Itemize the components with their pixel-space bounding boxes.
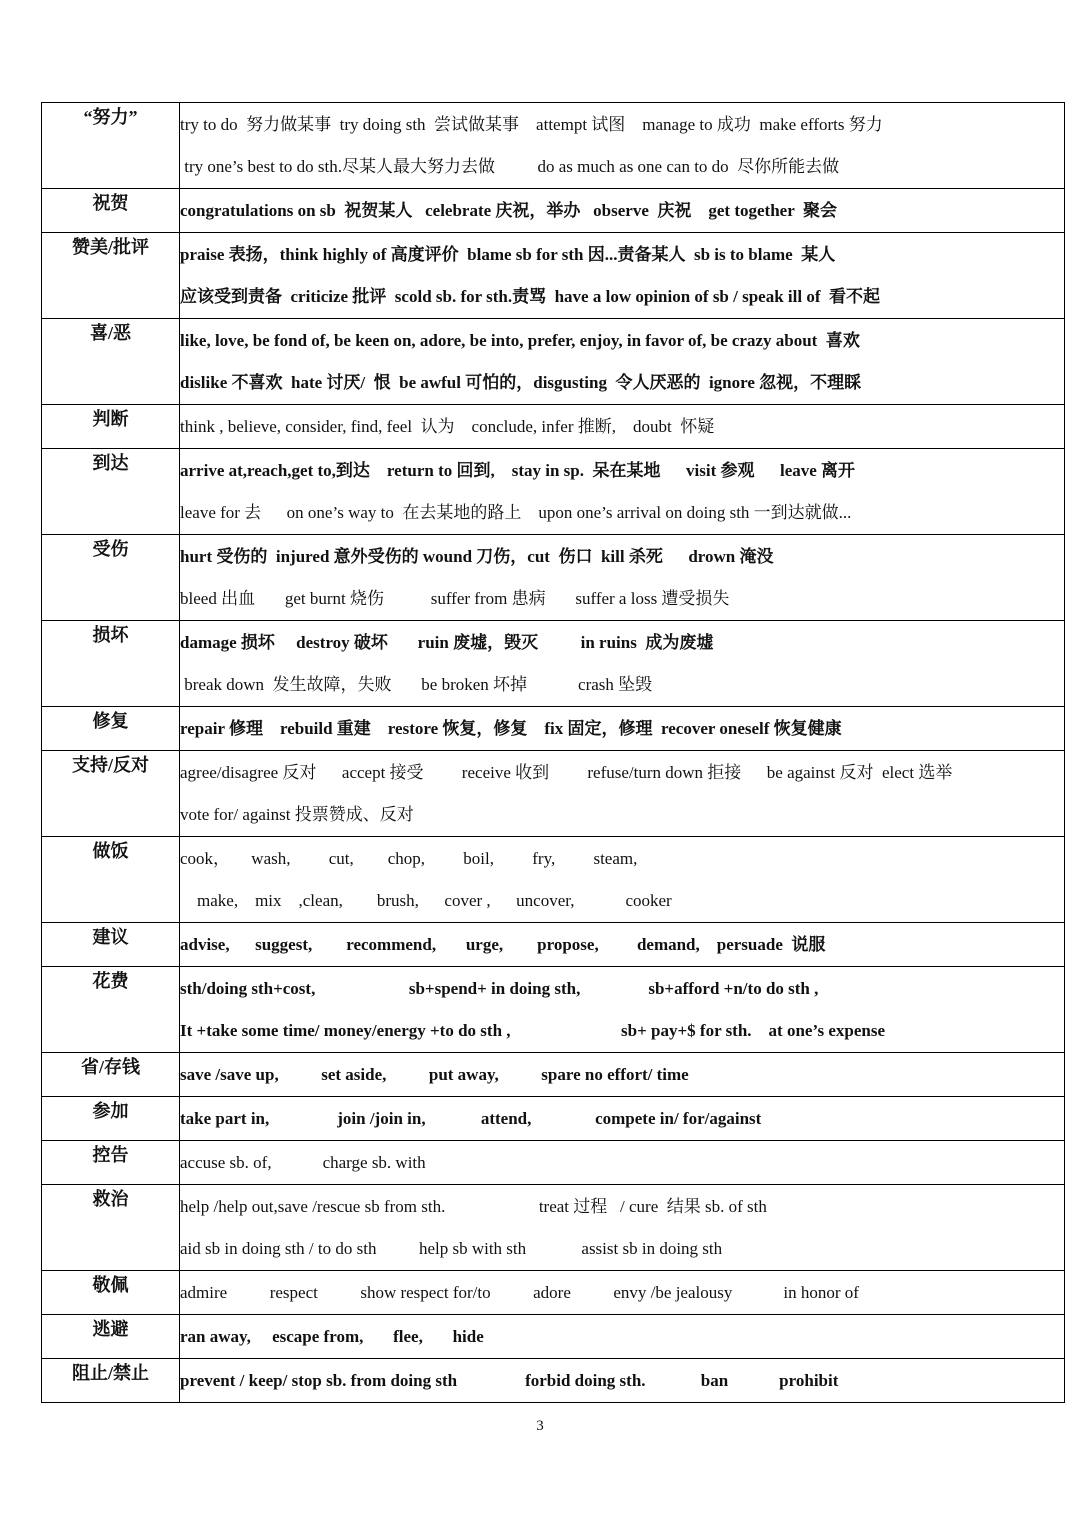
topic-cell: 敬佩 <box>42 1271 180 1315</box>
table-row <box>42 1097 1065 1141</box>
content-line: vote for/ against 投票赞成、反对 <box>180 805 414 824</box>
content-line: save /save up, set aside, put away, spare no effort/ time <box>180 1065 689 1084</box>
content-line: agree/disagree 反对 accept 接受 receive 收到 refuse/turn down 拒接 be against 反对 elect 选举 <box>180 763 953 782</box>
page-number: 3 <box>536 1418 544 1434</box>
content-cell <box>180 923 1065 967</box>
topic-cell: 参加 <box>42 1097 180 1141</box>
content-line: think , believe, consider, find, feel 认为 conclude, infer 推断, doubt 怀疑 <box>180 417 715 436</box>
content-cell <box>180 1359 1065 1403</box>
content-cell <box>180 1053 1065 1097</box>
content-cell <box>180 1315 1065 1359</box>
content-line: damage 损坏 destroy 破坏 ruin 废墟，毁灭 in ruins 成为废墟 <box>180 633 714 652</box>
table-body <box>42 103 1065 1403</box>
topic-cell: 修复 <box>42 707 180 751</box>
table-row <box>42 621 1065 707</box>
content-line: arrive at,reach,get to,到达 return to 回到, stay in sp. 呆在某地 visit 参观 leave 离开 <box>180 461 856 480</box>
topic-cell: 祝贺 <box>42 189 180 233</box>
content-line: 应该受到责备 criticize 批评 scold sb. for sth.责骂 have a low opinion of sb / speak ill of 看不起 <box>180 287 881 306</box>
topic-cell: 花费 <box>42 967 180 1053</box>
content-cell <box>180 1141 1065 1185</box>
content-line: sth/doing sth+cost, sb+spend+ in doing sth, sb+afford +n/to do sth , <box>180 979 819 998</box>
table-row <box>42 1359 1065 1403</box>
table-row <box>42 449 1065 535</box>
content-line: repair 修理 rebuild 重建 restore 恢复，修复 fix 固定，修理 recover oneself 恢复健康 <box>180 719 842 738</box>
topic-cell: 损坏 <box>42 621 180 707</box>
content-cell <box>180 1097 1065 1141</box>
table-row <box>42 189 1065 233</box>
content-line: congratulations on sb 祝贺某人 celebrate 庆祝，举办 observe 庆祝 get together 聚会 <box>180 201 837 220</box>
content-line: help /help out,save /rescue sb from sth. treat 过程 / cure 结果 sb. of sth <box>180 1197 767 1216</box>
content-cell <box>180 1271 1065 1315</box>
content-cell <box>180 751 1065 837</box>
table-row <box>42 319 1065 405</box>
topic-cell: 阻止/禁止 <box>42 1359 180 1403</box>
topic-cell: 省/存钱 <box>42 1053 180 1097</box>
content-line: make, mix ,clean, brush, cover , uncover, cooker <box>180 891 672 910</box>
table-row <box>42 967 1065 1053</box>
topic-cell: 判断 <box>42 405 180 449</box>
content-line: try one’s best to do sth.尽某人最大努力去做 do as much as one can to do 尽你所能去做 <box>180 157 840 176</box>
table-row <box>42 1185 1065 1271</box>
table-row <box>42 707 1065 751</box>
content-cell <box>180 319 1065 405</box>
content-line: break down 发生故障，失败 be broken 坏掉 crash 坠毁 <box>180 675 653 694</box>
content-line: praise 表扬，think highly of 高度评价 blame sb for sth 因...责备某人 sb is to blame 某人 <box>180 245 836 264</box>
table-row <box>42 1053 1065 1097</box>
content-cell <box>180 837 1065 923</box>
content-line: It +take some time/ money/energy +to do sth , sb+ pay+$ for sth. at one’s expense <box>180 1021 886 1040</box>
table-row <box>42 233 1065 319</box>
topic-cell: 支持/反对 <box>42 751 180 837</box>
content-line: aid sb in doing sth / to do sth help sb with sth assist sb in doing sth <box>180 1239 723 1258</box>
content-cell <box>180 233 1065 319</box>
content-line: ran away, escape from, flee, hide <box>180 1327 484 1346</box>
table-row <box>42 837 1065 923</box>
table-row <box>42 103 1065 189</box>
content-line: leave for 去 on one’s way to 在去某地的路上 upon one’s arrival on doing sth 一到达就做... <box>180 503 852 522</box>
table-row <box>42 923 1065 967</box>
topic-cell: 赞美/批评 <box>42 233 180 319</box>
content-line: like, love, be fond of, be keen on, adore, be into, prefer, enjoy, in favor of, be crazy about 喜欢 <box>180 331 860 350</box>
topic-cell: 救治 <box>42 1185 180 1271</box>
topic-cell: 逃避 <box>42 1315 180 1359</box>
table-row <box>42 1271 1065 1315</box>
content-cell <box>180 621 1065 707</box>
content-line: cook， wash, cut, chop, boil, fry, steam, <box>180 849 638 868</box>
content-line: take part in, join /join in, attend, compete in/ for/against <box>180 1109 762 1128</box>
content-cell <box>180 405 1065 449</box>
content-cell <box>180 967 1065 1053</box>
content-line: hurt 受伤的 injured 意外受伤的 wound 刀伤，cut 伤口 kill 杀死 drown 淹没 <box>180 547 774 566</box>
vocab-table <box>41 102 1065 1403</box>
content-line: advise, suggest, recommend, urge, propose, demand, persuade 说服 <box>180 935 826 954</box>
topic-cell: 建议 <box>42 923 180 967</box>
content-line: admire respect show respect for/to adore envy /be jealousy in honor of <box>180 1283 859 1302</box>
content-line: dislike 不喜欢 hate 讨厌/ 恨 be awful 可怕的，disgusting 令人厌恶的 ignore 忽视，不理睬 <box>180 373 862 392</box>
topic-cell: 控告 <box>42 1141 180 1185</box>
topic-cell: “努力” <box>42 103 180 189</box>
topic-cell: 受伤 <box>42 535 180 621</box>
content-cell <box>180 449 1065 535</box>
table-row <box>42 1141 1065 1185</box>
topic-cell: 到达 <box>42 449 180 535</box>
content-cell <box>180 103 1065 189</box>
table-row <box>42 1315 1065 1359</box>
content-line: bleed 出血 get burnt 烧伤 suffer from 患病 suffer a loss 遭受损失 <box>180 589 730 608</box>
topic-cell: 做饭 <box>42 837 180 923</box>
content-cell <box>180 535 1065 621</box>
content-line: prevent / keep/ stop sb. from doing sth forbid doing sth. ban prohibit <box>180 1371 839 1390</box>
topic-cell: 喜/恶 <box>42 319 180 405</box>
table-row <box>42 405 1065 449</box>
content-cell <box>180 707 1065 751</box>
content-cell <box>180 1185 1065 1271</box>
table-row <box>42 751 1065 837</box>
table-row <box>42 535 1065 621</box>
content-line: accuse sb. of, charge sb. with <box>180 1153 426 1172</box>
content-cell <box>180 189 1065 233</box>
content-line: try to do 努力做某事 try doing sth 尝试做某事 attempt 试图 manage to 成功 make efforts 努力 <box>180 115 883 134</box>
